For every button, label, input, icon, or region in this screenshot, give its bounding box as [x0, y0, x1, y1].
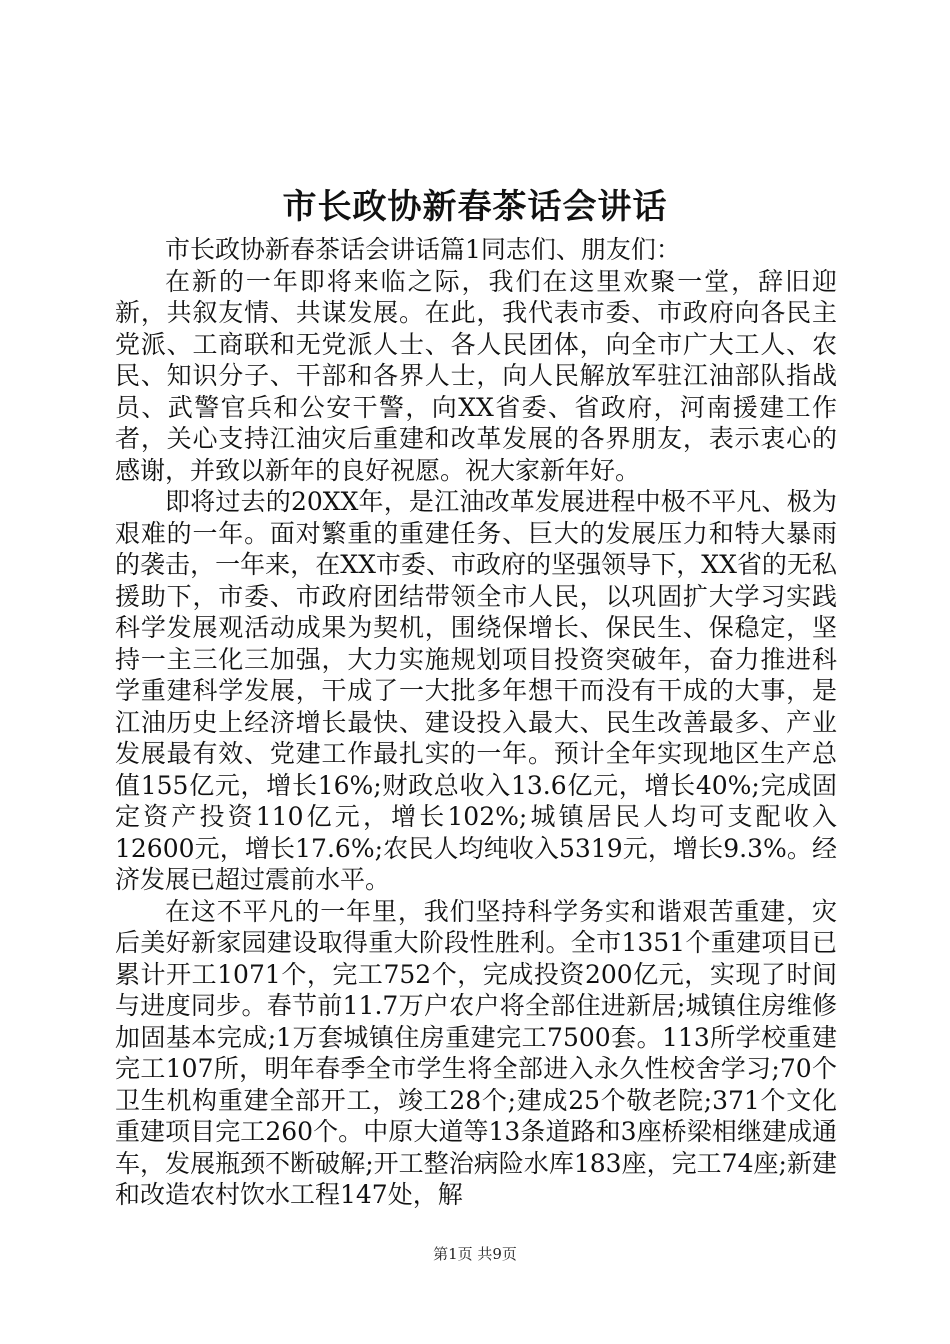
document-body [115, 234, 837, 1211]
paragraph-review: 即将过去的20XX年，是江油改革发展进程中极不平凡、极为艰难的一年。面对繁重的重建任务、巨大的发展压力和特大暴雨的袭击，一年来，在XX市委、市政府的坚强领导下，XX省的无私援助下，市委、市政府团结带领全市人民，以巩固扩大学习实践科学发展观活动成果为契机，围绕保增长、保民生、保稳定，坚持一主三化三加强，大力实施规划项目投资突破年，奋力推进科学重建科学发展，干成了一大批多年想干而没有干成的大事，是江油历史上经济增长最快、建设投入最大、民生改善最多、产业发展最有效、党建工作最扎实的一年。预计全年实现地区生产总值155亿元，增长16%;财政总收入13.6亿元，增长40%;完成固定资产投资110亿元，增长102%;城镇居民人均可支配收入12600元，增长17.6%;农民人均纯收入5319元，增长9.3%。经济发展已超过震前水平。 [115, 487, 837, 894]
paragraph-opening: 在新的一年即将来临之际，我们在这里欢聚一堂，辞旧迎新，共叙友情、共谋发展。在此，我代表市委、市政府向各民主党派、工商联和无党派人士、各人民团体，向全市广大工人、农民、知识分子、干部和各界人士，向人民解放军驻江油部队指战员、武警官兵和公安干警，向XX省委、省政府，河南援建工作者，关心支持江油灾后重建和改革发展的各界朋友，表示衷心的感谢，并致以新年的良好祝愿。祝大家新年好。 [115, 266, 837, 485]
document-title: 市长政协新春茶话会讲话 [282, 187, 668, 227]
page-number-footer: 第1页 共9页 [433, 1245, 517, 1263]
paragraph-greeting: 市长政协新春茶话会讲话篇1同志们、朋友们： [165, 235, 681, 264]
paragraph-reconstruction: 在这不平凡的一年里，我们坚持科学务实和谐艰苦重建，灾后美好新家园建设取得重大阶段性胜利。全市1351个重建项目已累计开工1071个，完工752个，完成投资200亿元，实现了时间与进度同步。春节前11.7万户农户将全部住进新居;城镇住房维修加固基本完成;1万套城镇住房重建完工7500套。113所学校重建完工107所，明年春季全市学生将全部进入永久性校舍学习;70个卫生机构重建全部开工，竣工28个;建成25个敬老院;371个文化重建项目完工260个。中原大道等13条道路和3座桥梁相继建成通车，发展瓶颈不断破解;开工整治病险水库183座，完工74座;新建和改造农村饮水工程147处，解 [115, 896, 837, 1209]
